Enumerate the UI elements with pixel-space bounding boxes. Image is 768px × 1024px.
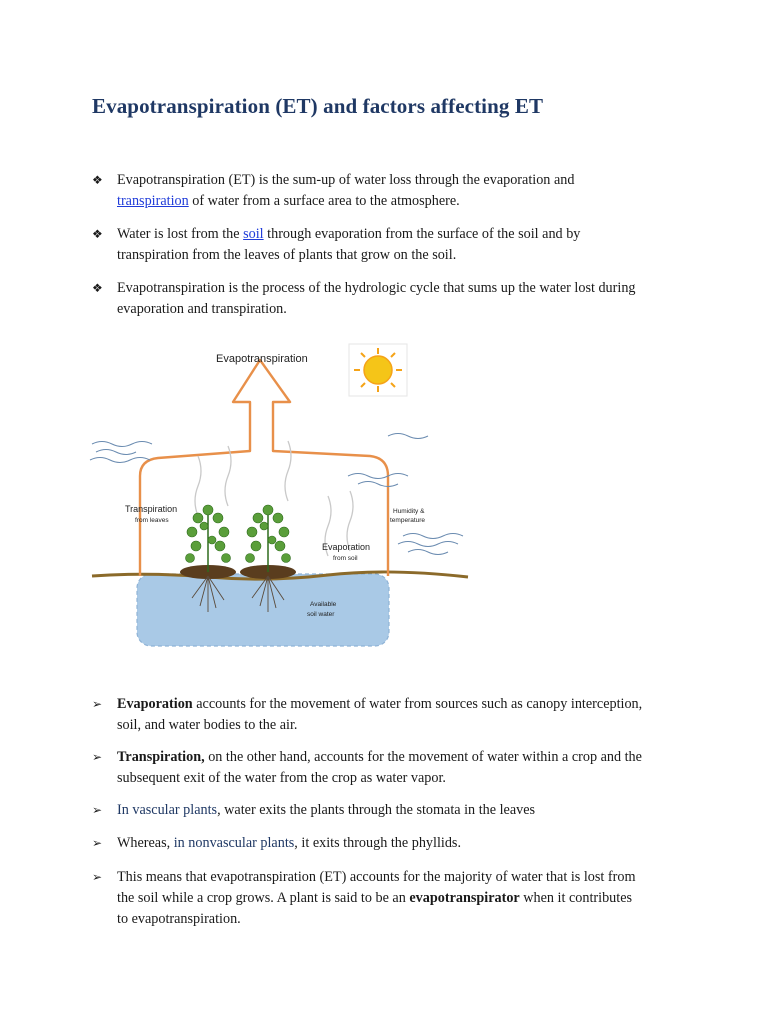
- bullet-text: to evapotranspiration.: [117, 911, 241, 927]
- plant-right: [246, 505, 291, 572]
- bold-term: Transpiration,: [117, 749, 205, 765]
- highlighted-term: In vascular plants: [117, 802, 218, 818]
- label-transpiration-sub: from leaves: [135, 517, 169, 524]
- transpiration-link[interactable]: transpiration: [117, 193, 189, 209]
- bullet-text: through evaporation from the surface of the soil and by: [263, 226, 581, 242]
- label-soil-water-sub: soil water: [307, 611, 335, 618]
- arrowhead-bullet-icon: ➢: [92, 697, 103, 711]
- bullet-text: subsequent exit of the water from the crop as water vapor.: [117, 770, 446, 786]
- bullet-text: Water is lost from the: [117, 226, 244, 242]
- bullet-text: This means that evapotranspiration (ET) accounts for the majority of water that is lost from: [117, 869, 636, 885]
- bullet-text: on the other hand, accounts for the movement of water within a crop and the: [204, 749, 642, 765]
- list-item: [92, 800, 692, 821]
- sun-icon: [349, 344, 407, 396]
- list-item: [92, 833, 692, 854]
- label-evaporation: Evaporation: [322, 542, 371, 552]
- bullet-text: the soil while a crop grows. A plant is said to be an: [117, 890, 410, 906]
- arrowhead-bullet-icon: ➢: [92, 870, 103, 884]
- evapotranspiration-diagram: [88, 336, 470, 658]
- bullet-text: when it contributes: [519, 890, 633, 906]
- list-item: [92, 224, 692, 266]
- label-evaporation-sub: from soil: [333, 555, 358, 562]
- bullet-text: accounts for the movement of water from sources such as canopy interception,: [192, 696, 643, 712]
- arrowhead-bullet-icon: ➢: [92, 836, 103, 850]
- soil-link[interactable]: soil: [243, 226, 264, 242]
- arrowhead-bullet-icon: ➢: [92, 803, 103, 817]
- bullet-text: , it exits through the phyllids.: [294, 835, 461, 851]
- arrowhead-bullet-icon: ➢: [92, 750, 103, 764]
- bold-term: Evaporation: [117, 696, 193, 712]
- bullet-text: Evapotranspiration (ET) is the sum-up of water loss through the evaporation and: [117, 172, 575, 188]
- label-humidity-sub: temperature: [390, 517, 426, 524]
- diamond-bullet-icon: ❖: [92, 173, 103, 187]
- label-humidity: Humidity &: [393, 508, 425, 515]
- list-item: [92, 867, 692, 930]
- label-evapotranspiration: Evapotranspiration: [216, 353, 308, 365]
- page-title: Evapotranspiration (ET) and factors affecting ET: [92, 94, 544, 118]
- list-item: [92, 694, 692, 736]
- plant-left: [186, 505, 231, 572]
- diamond-bullet-icon: ❖: [92, 227, 103, 241]
- label-transpiration: Transpiration: [125, 504, 178, 514]
- bullet-text: soil, and water bodies to the air.: [117, 717, 298, 733]
- highlighted-term: in nonvascular plants: [173, 835, 295, 851]
- label-soil-water: Available: [310, 601, 337, 608]
- bullet-text: Whereas,: [117, 835, 174, 851]
- bullet-text: Evapotranspiration is the process of the hydrologic cycle that sums up the water lost during: [117, 280, 636, 296]
- bullet-text: of water from a surface area to the atmosphere.: [188, 193, 460, 209]
- bullet-text: transpiration from the leaves of plants that grow on the soil.: [117, 247, 457, 263]
- list-item: [92, 747, 692, 789]
- list-item: [92, 170, 692, 212]
- bullet-text: evaporation and transpiration.: [117, 301, 287, 317]
- list-item: [92, 278, 692, 320]
- bold-term: evapotranspirator: [409, 890, 520, 906]
- bullet-text: , water exits the plants through the stomata in the leaves: [217, 802, 536, 818]
- diamond-bullet-icon: ❖: [92, 281, 103, 295]
- soil-water-area: [137, 574, 389, 646]
